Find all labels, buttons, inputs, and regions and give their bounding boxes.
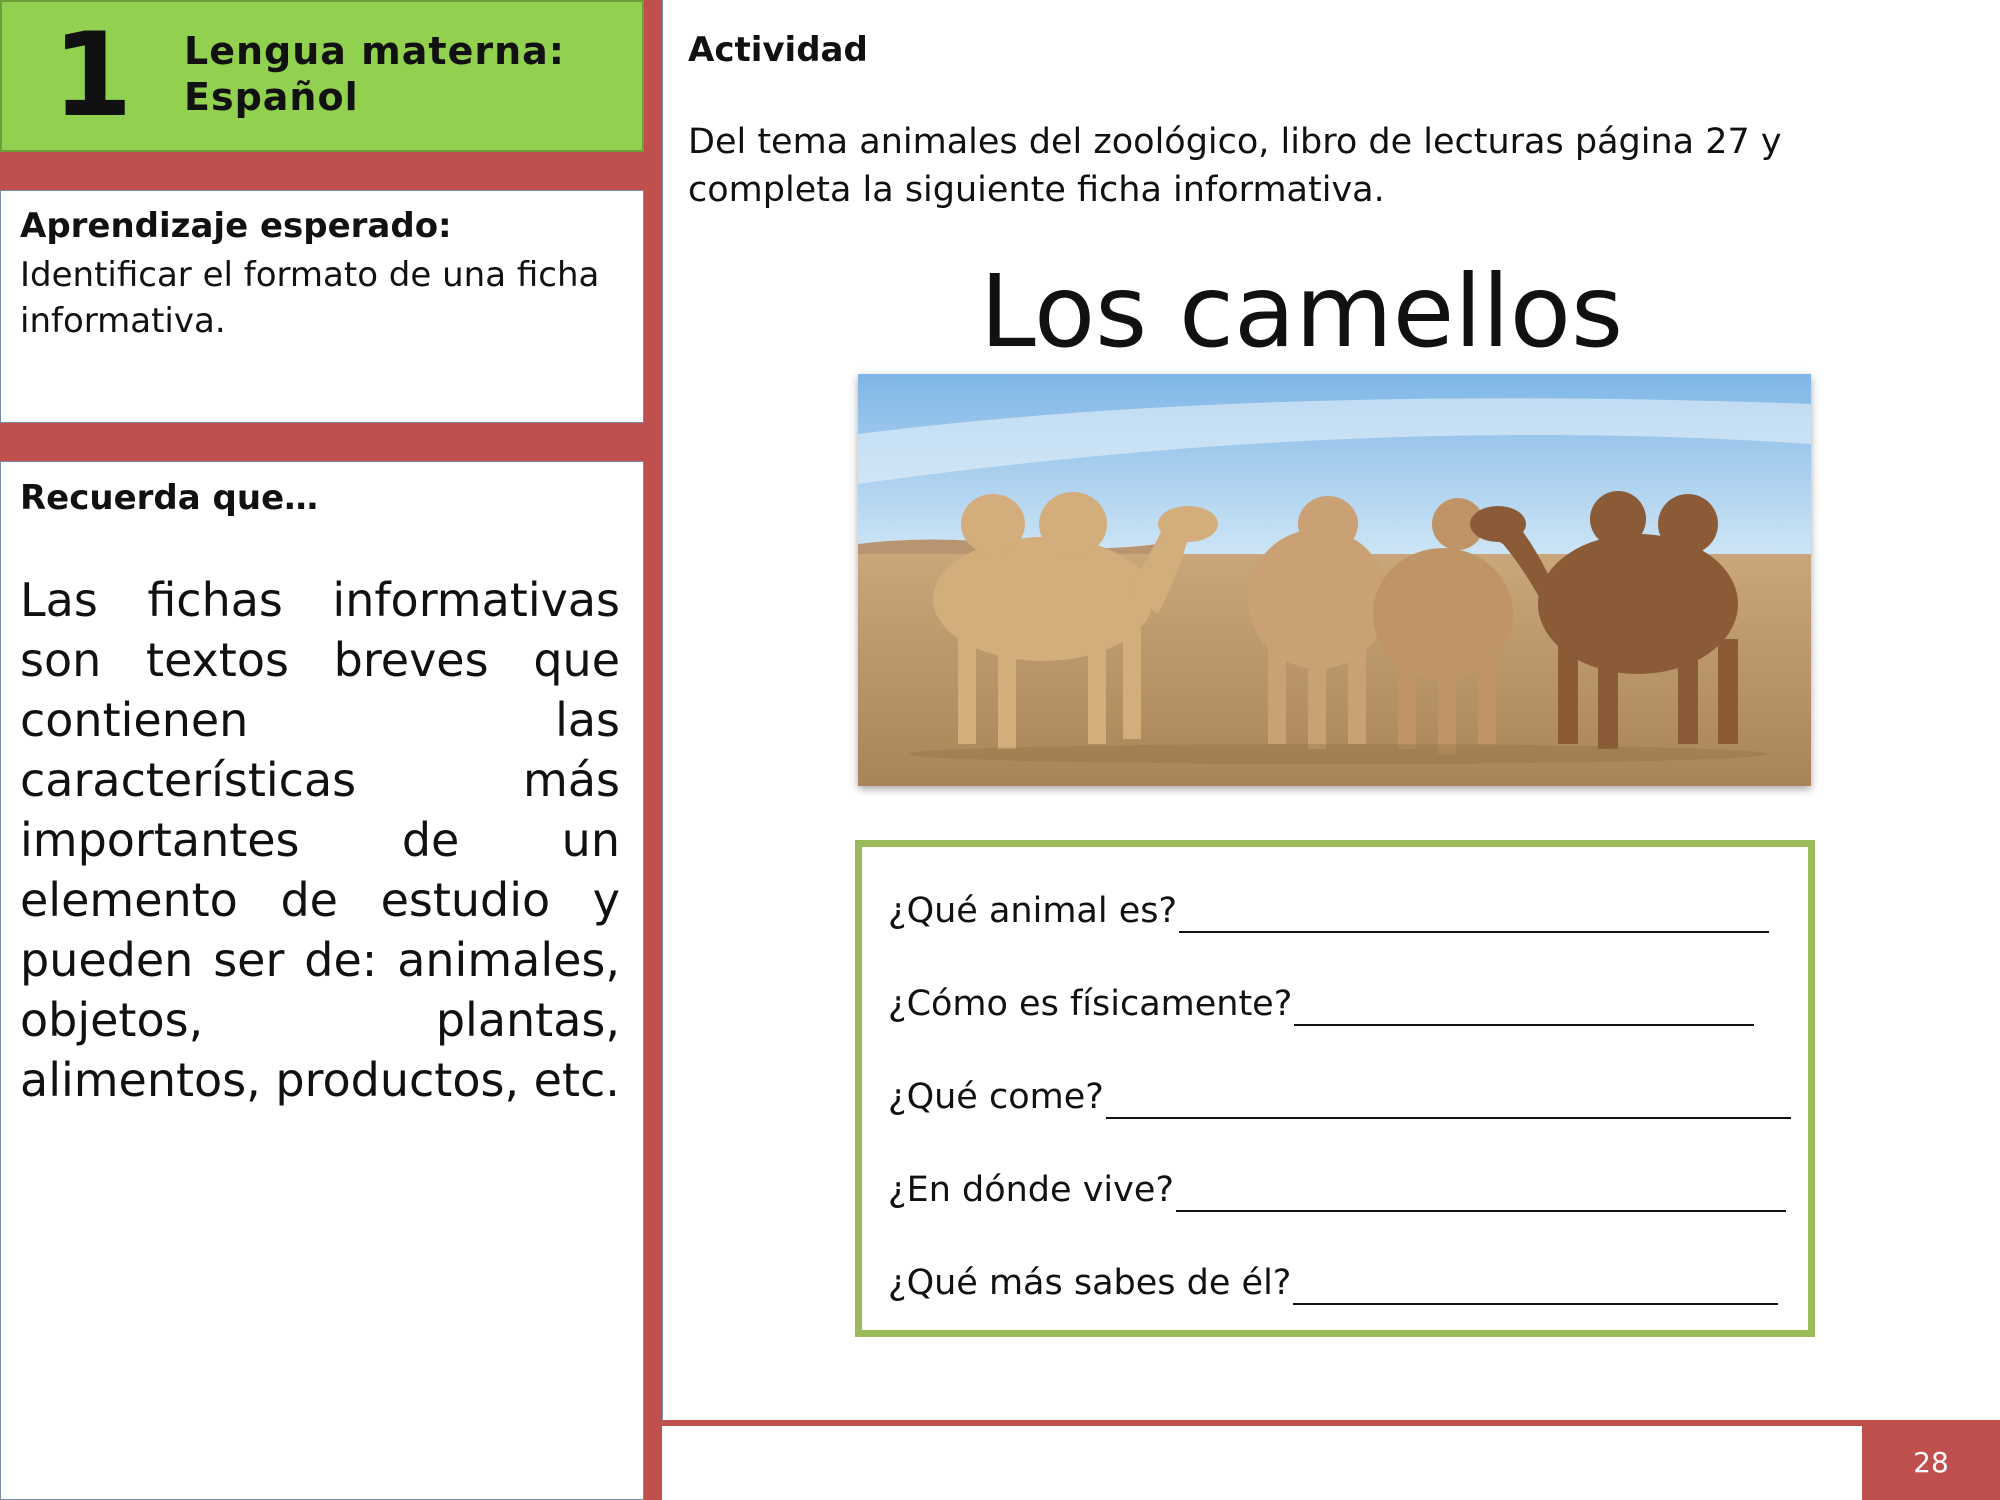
question-label: ¿En dónde vive? [888,1170,1174,1210]
question-row [888,982,1754,1026]
subject-line-2: Español [184,75,359,119]
activity-text: Del tema animales del zoológico, libro de lecturas página 27 y completa la siguiente ficha informativa. [688,122,1782,210]
lesson-number: 1 [52,8,133,143]
subject-title [184,28,565,120]
answer-line[interactable] [1179,901,1769,933]
reminder-label: Recuerda que… [20,478,319,518]
reminder-text: Las fichas informativas son textos breves que contienen las características más importantes de un elemento de estudio y pueden ser de: animales, objetos, plantas, alimentos, productos, etc. [20,573,620,1107]
footer-bar [662,1426,1862,1500]
camels-photo [858,374,1811,786]
answer-line[interactable] [1293,1273,1778,1305]
question-row [888,1075,1791,1119]
question-label: ¿Cómo es físicamente? [888,984,1293,1024]
activity-label: Actividad [688,30,868,70]
worksheet-title: Los camellos [980,253,1624,370]
question-row [888,1261,1778,1305]
question-label: ¿Qué más sabes de él? [888,1263,1292,1303]
question-row [888,1168,1786,1212]
objective-label: Aprendizaje esperado: [20,206,452,246]
question-label: ¿Qué come? [888,1077,1104,1117]
subject-line-1: Lengua materna: [184,29,565,73]
question-row [888,889,1769,933]
answer-line[interactable] [1106,1087,1791,1119]
answer-line[interactable] [1294,994,1754,1026]
info-sheet-box [855,840,1815,1337]
question-label: ¿Qué animal es? [888,891,1178,931]
page-number: 28 [1913,1446,1949,1479]
answer-line[interactable] [1176,1180,1786,1212]
objective-text: Identificar el formato de una ficha informativa. [20,255,600,341]
